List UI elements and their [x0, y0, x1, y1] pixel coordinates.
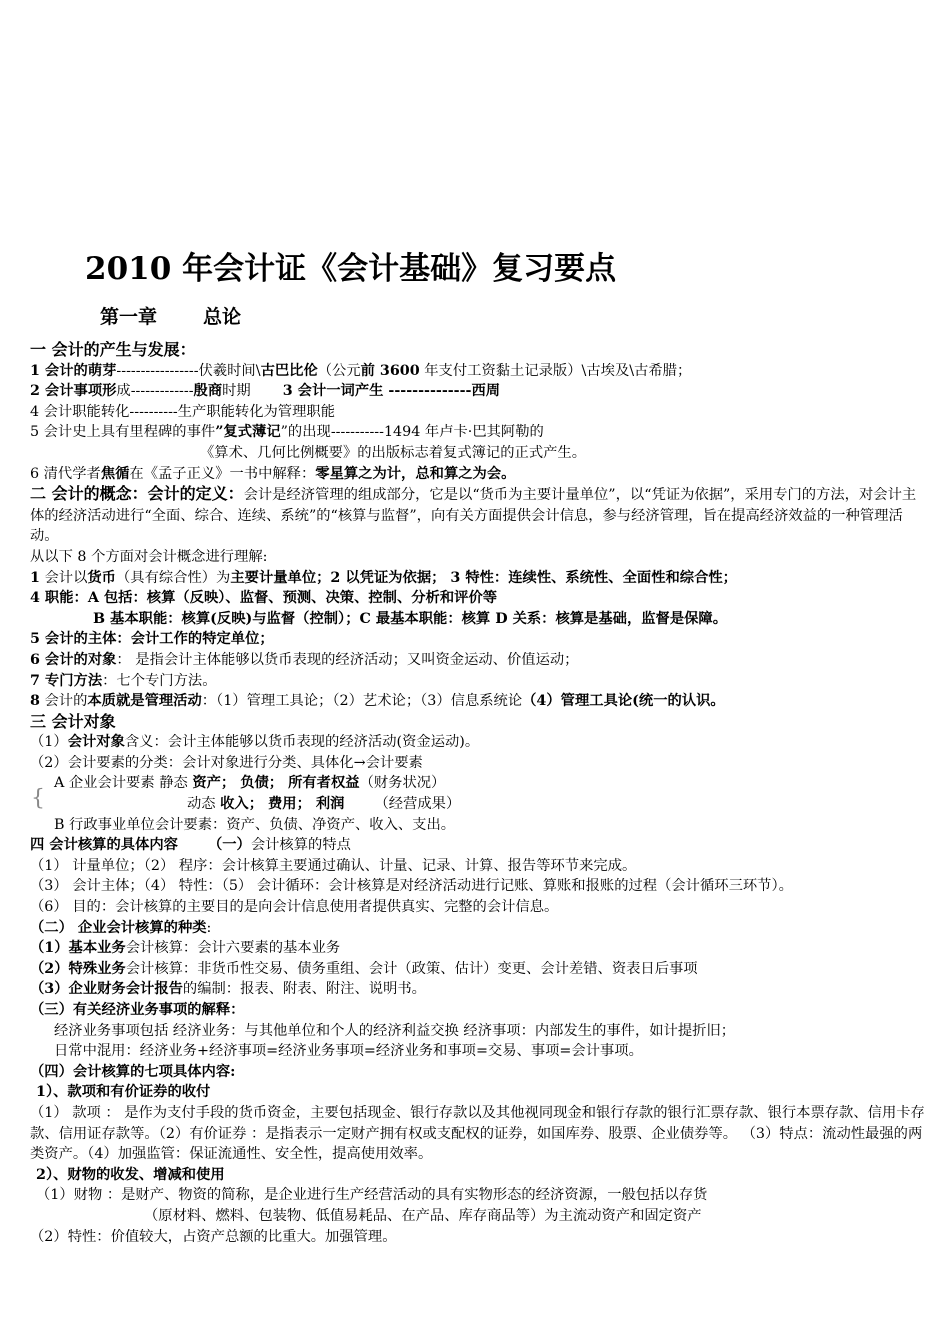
- chapter-number: 第一章: [100, 306, 158, 328]
- text-line: （1）基本业务会计核算：会计六要素的基本业务: [30, 940, 341, 957]
- text-line: （3）企业财务会计报告的编制：报表、附表、附注、说明书。: [30, 981, 426, 998]
- page-title: 2010 年会计证《会计基础》复习要点: [85, 251, 617, 287]
- section-heading: 三 会计对象: [30, 711, 116, 731]
- section-heading: 四 会计核算的具体内容: [30, 837, 178, 854]
- text-line: 1 会计的萌芽-----------------伏羲时间\古巴比伦（公元前 3600 年支付工资黏土记录版）\古埃及\古希腊；: [30, 362, 692, 379]
- text-line: 日常中混用：经济业务+经济事项=经济业务事项=经济业务和事项=交易、事项=会计事项。: [54, 1043, 643, 1060]
- text-line: 6 会计的对象： 是指会计主体能够以货币表现的经济活动；又叫资金运动、价值运动；: [30, 651, 579, 668]
- text-line: （1）财物 ：是财产、物资的简称，是企业进行生产经营活动的具有实物形态的经济资源，一般包括以存货: [36, 1187, 708, 1204]
- text-line: 5 会计史上具有里程碑的事件”复式薄记”的出现-----------1494 年卢卡·巴其阿勒的: [30, 424, 544, 441]
- chapter-heading: [100, 302, 241, 329]
- text-line: 2 会计事项形成-------------殷商时期 3 会计一词产生 --------------西周: [30, 383, 501, 400]
- text-line: （2）特性：价值较大，占资产总额的比重大。加强管理。: [30, 1228, 397, 1245]
- section-heading: 一 会计的产生与发展：: [30, 340, 196, 359]
- text-line: （四）会计核算的七项具体内容:: [30, 1063, 236, 1080]
- text-line: 四 会计核算的具体内容 （一）会计核算的特点: [30, 837, 351, 854]
- text-line: 2）、财物的收发、增减和使用: [36, 1166, 225, 1183]
- text-line: （2）特殊业务会计核算：非货币性交易、债务重组、会计（政策、估计）变更、会计差错、资表日后事项: [30, 960, 698, 977]
- text-line: （二） 企业会计核算的种类:: [30, 919, 212, 936]
- text-line: 8 会计的本质就是管理活动：（1）管理工具论；（2）艺术论；（3）信息系统论（4）管理工具论(统一的认识。: [30, 693, 725, 710]
- section-heading: 二 会计的概念：会计的定义：: [30, 484, 244, 504]
- text-line: 6 清代学者焦循在《孟子正义》一书中解释：零星算之为计，总和算之为会。: [30, 465, 516, 482]
- text-line: 从以下 8 个方面对会计概念进行理解:: [30, 548, 268, 565]
- text-line: 4 会计职能转化----------生产职能转化为管理职能: [30, 403, 335, 420]
- text-line: 7 专门方法：七个专门方法。: [30, 672, 217, 689]
- text-line: （三）有关经济业务事项的解释：: [30, 1002, 245, 1018]
- text-line: （2）会计要素的分类：会计对象进行分类、具体化→会计要素: [30, 754, 423, 771]
- text-line: （原材料、燃料、包装物、低值易耗品、在产品、库存商品等）为主流动资产和固定资产: [144, 1207, 702, 1224]
- text-line: A 企业会计要素 静态 资产； 负债； 所有者权益（财务状况）: [54, 775, 446, 792]
- text-line: B 行政事业单位会计要素：资产、负债、净资产、收入、支出。: [54, 816, 456, 833]
- text-line: （3） 会计主体；（4） 特性：（5） 会计循环：会计核算是对经济活动进行记账、算账和报账的过程（会计循环三环节）。: [30, 878, 793, 895]
- text-line: 5 会计的主体：会计工作的特定单位；: [30, 631, 274, 648]
- chapter-name: 总论: [203, 306, 242, 328]
- text-line: 《算术、几何比例概要》的出版标志着复式簿记的正式产生。: [200, 444, 587, 461]
- document-body: [30, 340, 925, 1247]
- text-line: （1） 款项 ： 是作为支付手段的货币资金，主要包括现金、银行存款以及其他视同现金和银行存款的银行汇票存款、银行本票存款、信用卡存款、信用证存款等。（2）有价证券 ：是指表示一定财产拥有权或支配权的证券，如国库券、股票、企业债券等。 （3）特点：流动性最强的两类资产。（4）加强监管：保证流通性、安全性，提高使用效率。: [30, 1104, 925, 1163]
- text-line: 1 会计以货币（具有综合性）为主要计量单位；2 以凭证为依据； 3 特性：连续性、系统性、全面性和综合性；: [30, 569, 737, 586]
- text-line: 经济业务事项包括 经济业务：与其他单位和个人的经济利益交换 经济事项：内部发生的事件，如计提折旧；: [54, 1022, 736, 1039]
- text-line: 动态 收入； 费用； 利润 （经营成果）: [187, 796, 461, 813]
- text-line: （1） 计量单位；（2） 程序：会计核算主要通过确认、计量、记录、计算、报告等环节来完成。: [30, 857, 637, 874]
- definition-paragraph: 二 会计的概念：会计的定义：会计是经济管理的组成部分，它是以“货币为主要计量单位”，以“凭证为依据”，采用专门的方法，对会计主体的经济活动进行“全面、综合、连续、系统”的“核算与监督”，向有关方面提供会计信息，参与经济管理，旨在提高经济效益的一种管理活动。: [30, 484, 917, 545]
- text-line: B 基本职能：核算(反映)与监督（控制）；C 最基本职能：核算 D 关系：核算是基础，监督是保障。: [93, 610, 728, 627]
- text-line: （6） 目的：会计核算的主要目的是向会计信息使用者提供真实、完整的会计信息。: [30, 899, 559, 916]
- brace-mark: {: [31, 786, 45, 811]
- text-line: （1）会计对象含义：会计主体能够以货币表现的经济活动(资金运动)。: [30, 734, 480, 751]
- text-line: 4 职能：A 包括：核算（反映）、监督、预测、决策、控制、分析和评价等: [30, 590, 498, 607]
- text-line: 1）、款项和有价证券的收付: [36, 1084, 211, 1101]
